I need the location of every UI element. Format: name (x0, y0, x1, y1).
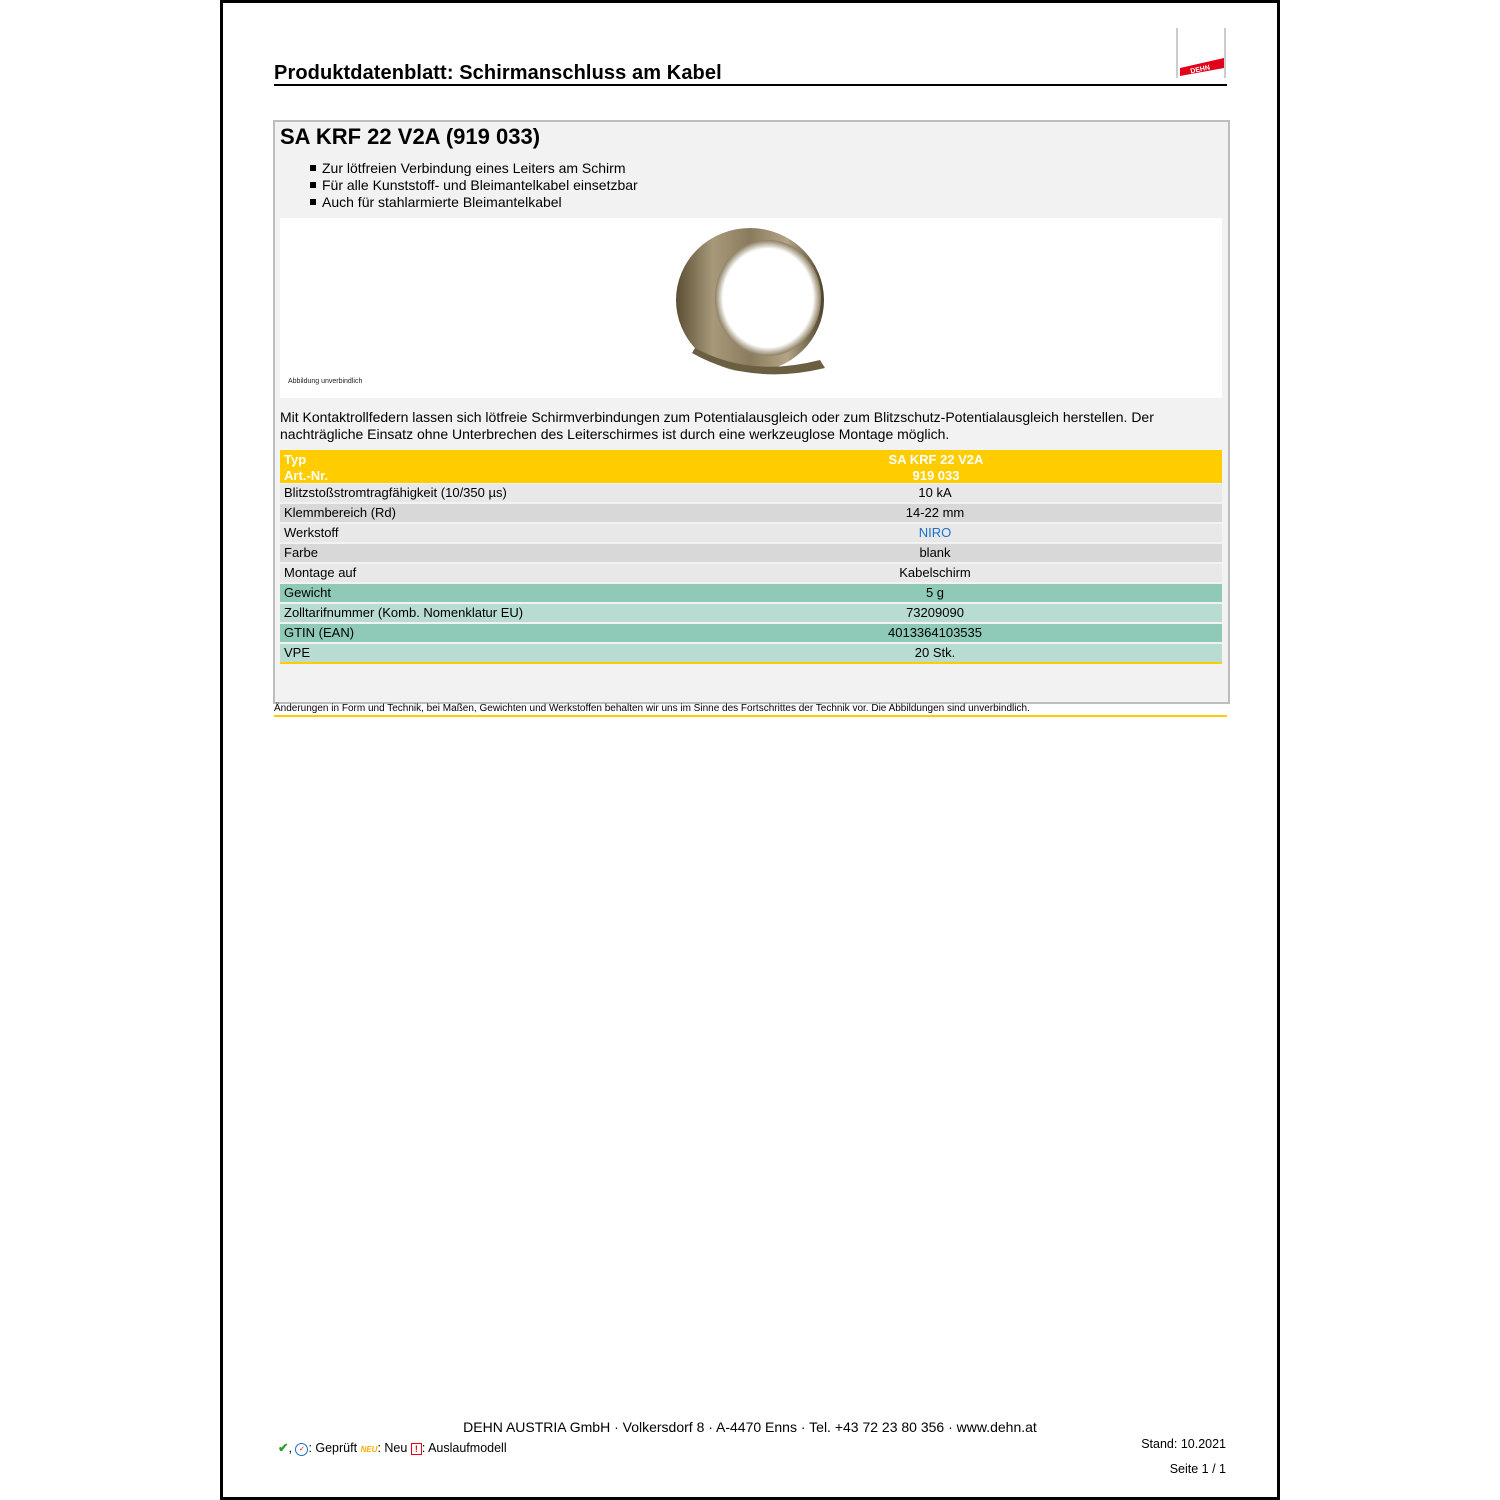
discontinued-icon: ! (411, 1443, 422, 1455)
spec-value: 5 g (925, 585, 945, 600)
spec-label: Gewicht (284, 585, 331, 600)
spec-label: Farbe (284, 545, 318, 560)
feature-item: Zur lötfreien Verbindung eines Leiters am Schirm (308, 160, 638, 177)
image-caption: Abbildung unverbindlich (288, 378, 363, 385)
spec-value: 4013364103535 (888, 625, 982, 640)
tested-icon: ✓ (295, 1443, 308, 1456)
spec-label: Blitzstoßstromtragfähigkeit (10/350 µs) (284, 485, 507, 500)
spec-label: VPE (284, 645, 311, 660)
legend-checked: : Geprüft (308, 1441, 358, 1455)
spec-value: 73209090 (906, 605, 964, 620)
spec-row (280, 524, 1222, 542)
product-description: Mit Kontaktrollfedern lassen sich lötfreie Schirmverbindungen zum Potentialausgleich oder zum Blitzschutz-Potentialausgleich herstellen. Der nachträgliche Einsatz ohne Unterbrechen des Leiterschirmes ist durch eine werkzeuglose Montage möglich. (280, 409, 1154, 442)
spec-row (280, 624, 1222, 642)
page-number: Seite 1 / 1 (1169, 1462, 1226, 1476)
new-icon: NEU (360, 1445, 378, 1454)
spec-label: Montage auf (284, 565, 357, 580)
feature-list (308, 160, 638, 211)
typ-label: Typ (284, 452, 307, 467)
spec-value: blank (919, 545, 951, 560)
spec-value: 14-22 mm (905, 505, 965, 520)
spec-row (280, 564, 1222, 582)
legend-separator: , (288, 1441, 296, 1455)
spec-label: Werkstoff (284, 525, 339, 540)
dehn-logo (1176, 28, 1226, 78)
spec-row (280, 604, 1222, 622)
spec-value: 10 kA (918, 485, 952, 500)
spec-row (280, 644, 1222, 662)
page-title: Produktdatenblatt: Schirmanschluss am Kabel (274, 62, 722, 84)
product-image-area (280, 218, 1222, 398)
product-title: SA KRF 22 V2A (919 033) (280, 124, 541, 149)
spec-row (280, 584, 1222, 602)
spec-header (280, 450, 1222, 483)
spec-value: Kabelschirm (899, 565, 971, 580)
spec-row (280, 504, 1222, 522)
spec-value: 20 Stk. (914, 645, 956, 660)
logo-text: DEHN (1189, 64, 1211, 76)
spec-row (280, 544, 1222, 562)
disclaimer: Änderungen in Form und Technik, bei Maßen, Gewichten und Werkstoffen behalten wir uns im Sinne des Fortschrittes der Technik vor. Die Abbildungen sind unverbindlich. (274, 703, 1030, 714)
legend-new: : Neu (377, 1441, 408, 1455)
feature-item: Auch für stahlarmierte Bleimantelkabel (308, 194, 638, 211)
art-value: 919 033 (912, 468, 960, 483)
spec-label: GTIN (EAN) (284, 625, 355, 640)
art-label: Art.-Nr. (284, 468, 329, 483)
status-legend (278, 1440, 507, 1456)
legend-discontinued: : Auslaufmodell (421, 1441, 507, 1455)
stand-date: Stand: 10.2021 (1141, 1437, 1226, 1451)
product-image (280, 218, 1222, 398)
check-icon: ✔ (278, 1441, 289, 1455)
typ-value: SA KRF 22 V2A (888, 452, 984, 467)
footer-rule (274, 715, 1227, 717)
title-rule (274, 84, 1227, 86)
spec-bottom-rule (280, 662, 1222, 664)
spec-row (280, 484, 1222, 502)
spec-label: Zolltarifnummer (Komb. Nomenklatur EU) (284, 605, 524, 620)
spec-label: Klemmbereich (Rd) (284, 505, 396, 520)
company-address: DEHN AUSTRIA GmbH · Volkersdorf 8 · A-4470 Enns · Tel. +43 72 23 80 356 · www.dehn.at (463, 1419, 1037, 1435)
material-link[interactable]: NIRO (918, 525, 952, 540)
feature-item: Für alle Kunststoff- und Bleimantelkabel einsetzbar (308, 177, 638, 194)
